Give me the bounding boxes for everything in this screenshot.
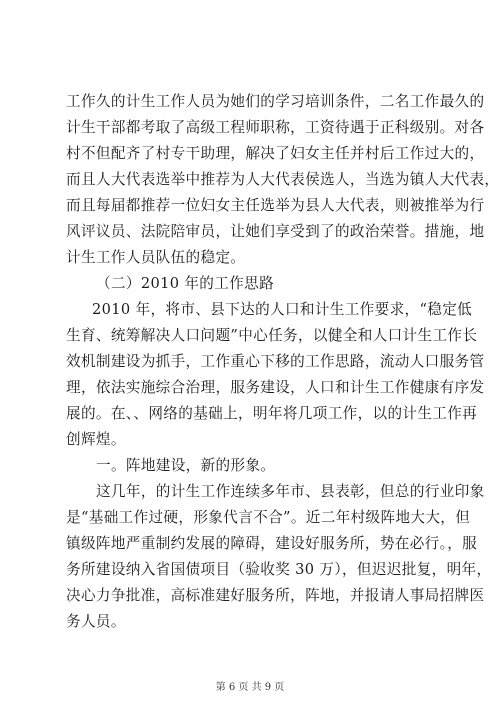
body-text-line: 计生工作人员队伍的稳定。 (66, 249, 246, 266)
body-text-line: 务人员。 (66, 613, 126, 630)
page-number-footer: 第 6 页 共 9 页 (215, 682, 285, 693)
body-text-line: 展的。在、、网络的基础上，明年将几项工作，以的计生工作再 (66, 405, 478, 422)
section-heading: （二）2010 年的工作思路 (96, 275, 275, 292)
body-text-line: 村不但配齐了村专干助理，解决了妇女主任并村后工作过大的， (66, 145, 485, 162)
body-text-line: 工作久的计生工作人员为她们的学习培训条件，二名工作最久的 (66, 93, 485, 110)
body-text-line: 2010 年，将市、县下达的人口和计生工作要求，“稳定低 (92, 301, 473, 318)
body-text-line: 生育、统筹解决人口问题”中心任务，以健全和人口计生工作长 (66, 327, 478, 344)
body-text-line: 而且人大代表选举中推荐为人大代表侯选人，当选为镇人大代表， (66, 171, 500, 188)
section-heading: 一。阵地建设，新的形象。 (96, 457, 276, 474)
body-text-line: 决心力争批准，高标准建好服务所，阵地，并报请人事局招牌医 (66, 587, 485, 604)
body-text-line: 理，依法实施综合治理，服务建设，人口和计生工作健康有序发 (66, 379, 485, 396)
body-text-line: 是“基础工作过硬，形象代言不合”。近二年村级阵地大大，但 (66, 509, 471, 526)
body-text-line: 风评议员、法院陪审员，让她们享受到了的政治荣誉。措施，地 (66, 223, 485, 240)
body-text-line: 而且每届都推荐一位妇女主任选举为县人大代表，则被推举为行 (66, 197, 485, 214)
body-text-line: 效机制建设为抓手，工作重心下移的工作思路，流动人口服务管 (66, 353, 485, 370)
body-text-line: 这几年，的计生工作连续多年市、县表彰，但总的行业印象 (96, 483, 485, 500)
body-text-line: 创辉煌。 (66, 431, 126, 448)
body-text-line: 计生干部都考取了高级工程师职称，工资待遇于正科级别。对各 (66, 119, 485, 136)
body-text-line: 镇级阵地严重制约发展的障碍，建设好服务所，势在必行。，服 (66, 535, 478, 552)
body-text-line: 务所建设纳入省国债项目（验收奖 30 万），但迟迟批复，明年， (66, 561, 492, 578)
